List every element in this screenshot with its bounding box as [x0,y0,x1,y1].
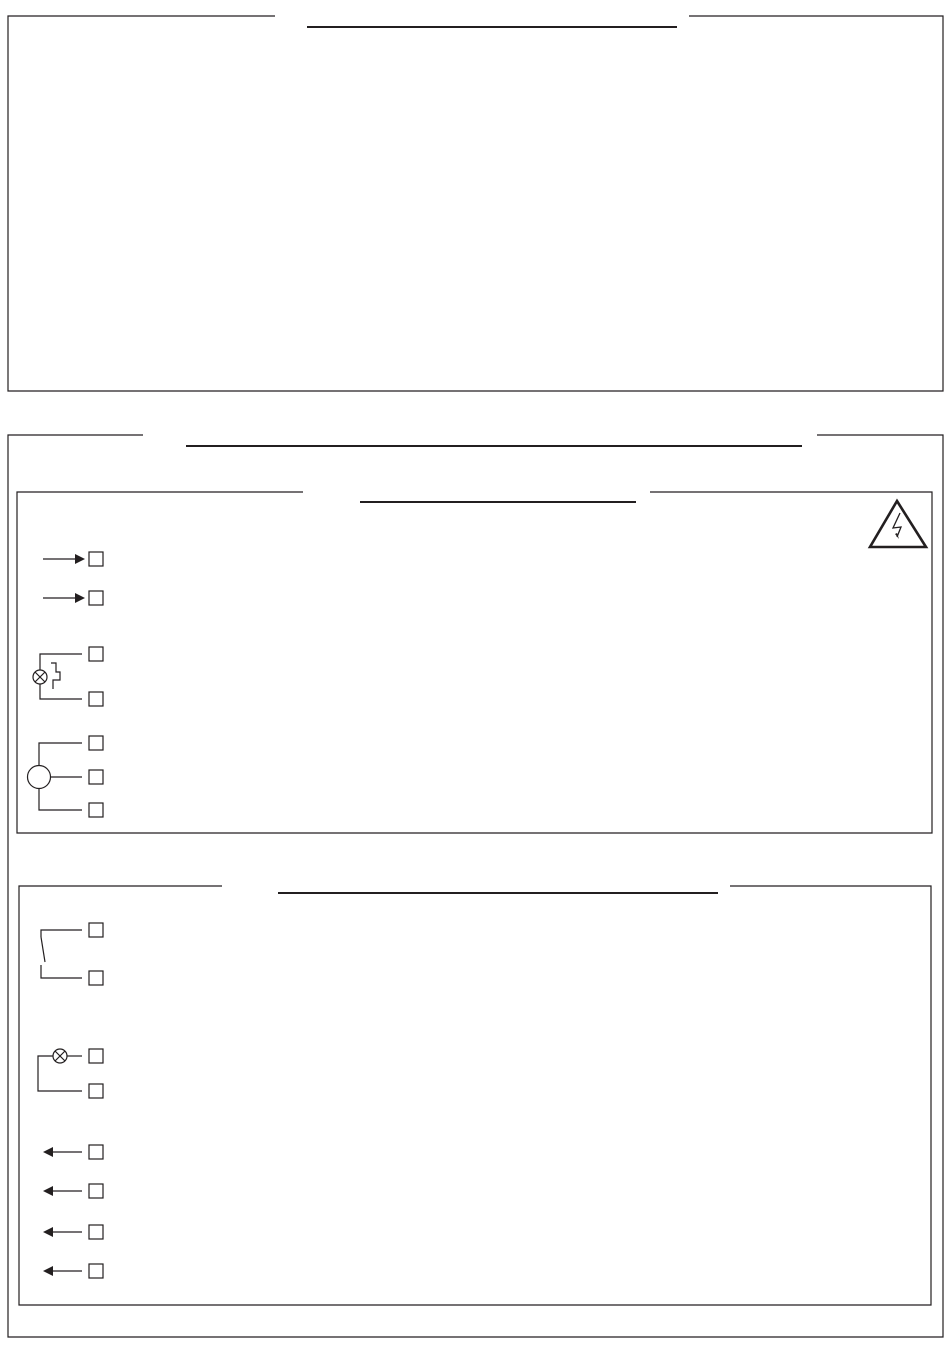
arrow-left-icon [43,1266,82,1276]
terminal-square-icon [89,1084,103,1098]
terminal-square-icon [89,591,103,605]
switch-contact-icon [41,930,82,978]
terminal-square-icon [89,736,103,750]
arrow-left-icon [43,1147,82,1157]
terminal-square-icon [89,1264,103,1278]
terminal-square-icon [89,923,103,937]
terminal-square-icon [89,1225,103,1239]
terminal-square-icon [89,647,103,661]
high-voltage-warning-icon [870,501,926,547]
sensor-circle-icon [28,743,83,810]
arrow-left-icon [43,1186,82,1196]
terminal-square-icon [89,552,103,566]
input-section-frame [17,492,932,833]
terminal-square-icon [89,1049,103,1063]
output-section-frame [19,886,931,1305]
terminal-square-icon [89,803,103,817]
terminal-square-icon [89,692,103,706]
output-section [19,886,931,1305]
arrow-left-icon [43,1227,82,1237]
terminal-square-icon [89,770,103,784]
indicator-lamp-icon [38,1049,82,1091]
terminal-square-icon [89,1145,103,1159]
connection-panel [8,435,943,1337]
top-panel [8,16,943,391]
top-panel-frame [8,16,943,391]
input-section [17,492,932,833]
arrow-right-icon [43,554,85,564]
arrow-right-icon [43,593,85,603]
terminal-square-icon [89,971,103,985]
indicator-lamp-icon [33,654,82,699]
terminal-square-icon [89,1184,103,1198]
